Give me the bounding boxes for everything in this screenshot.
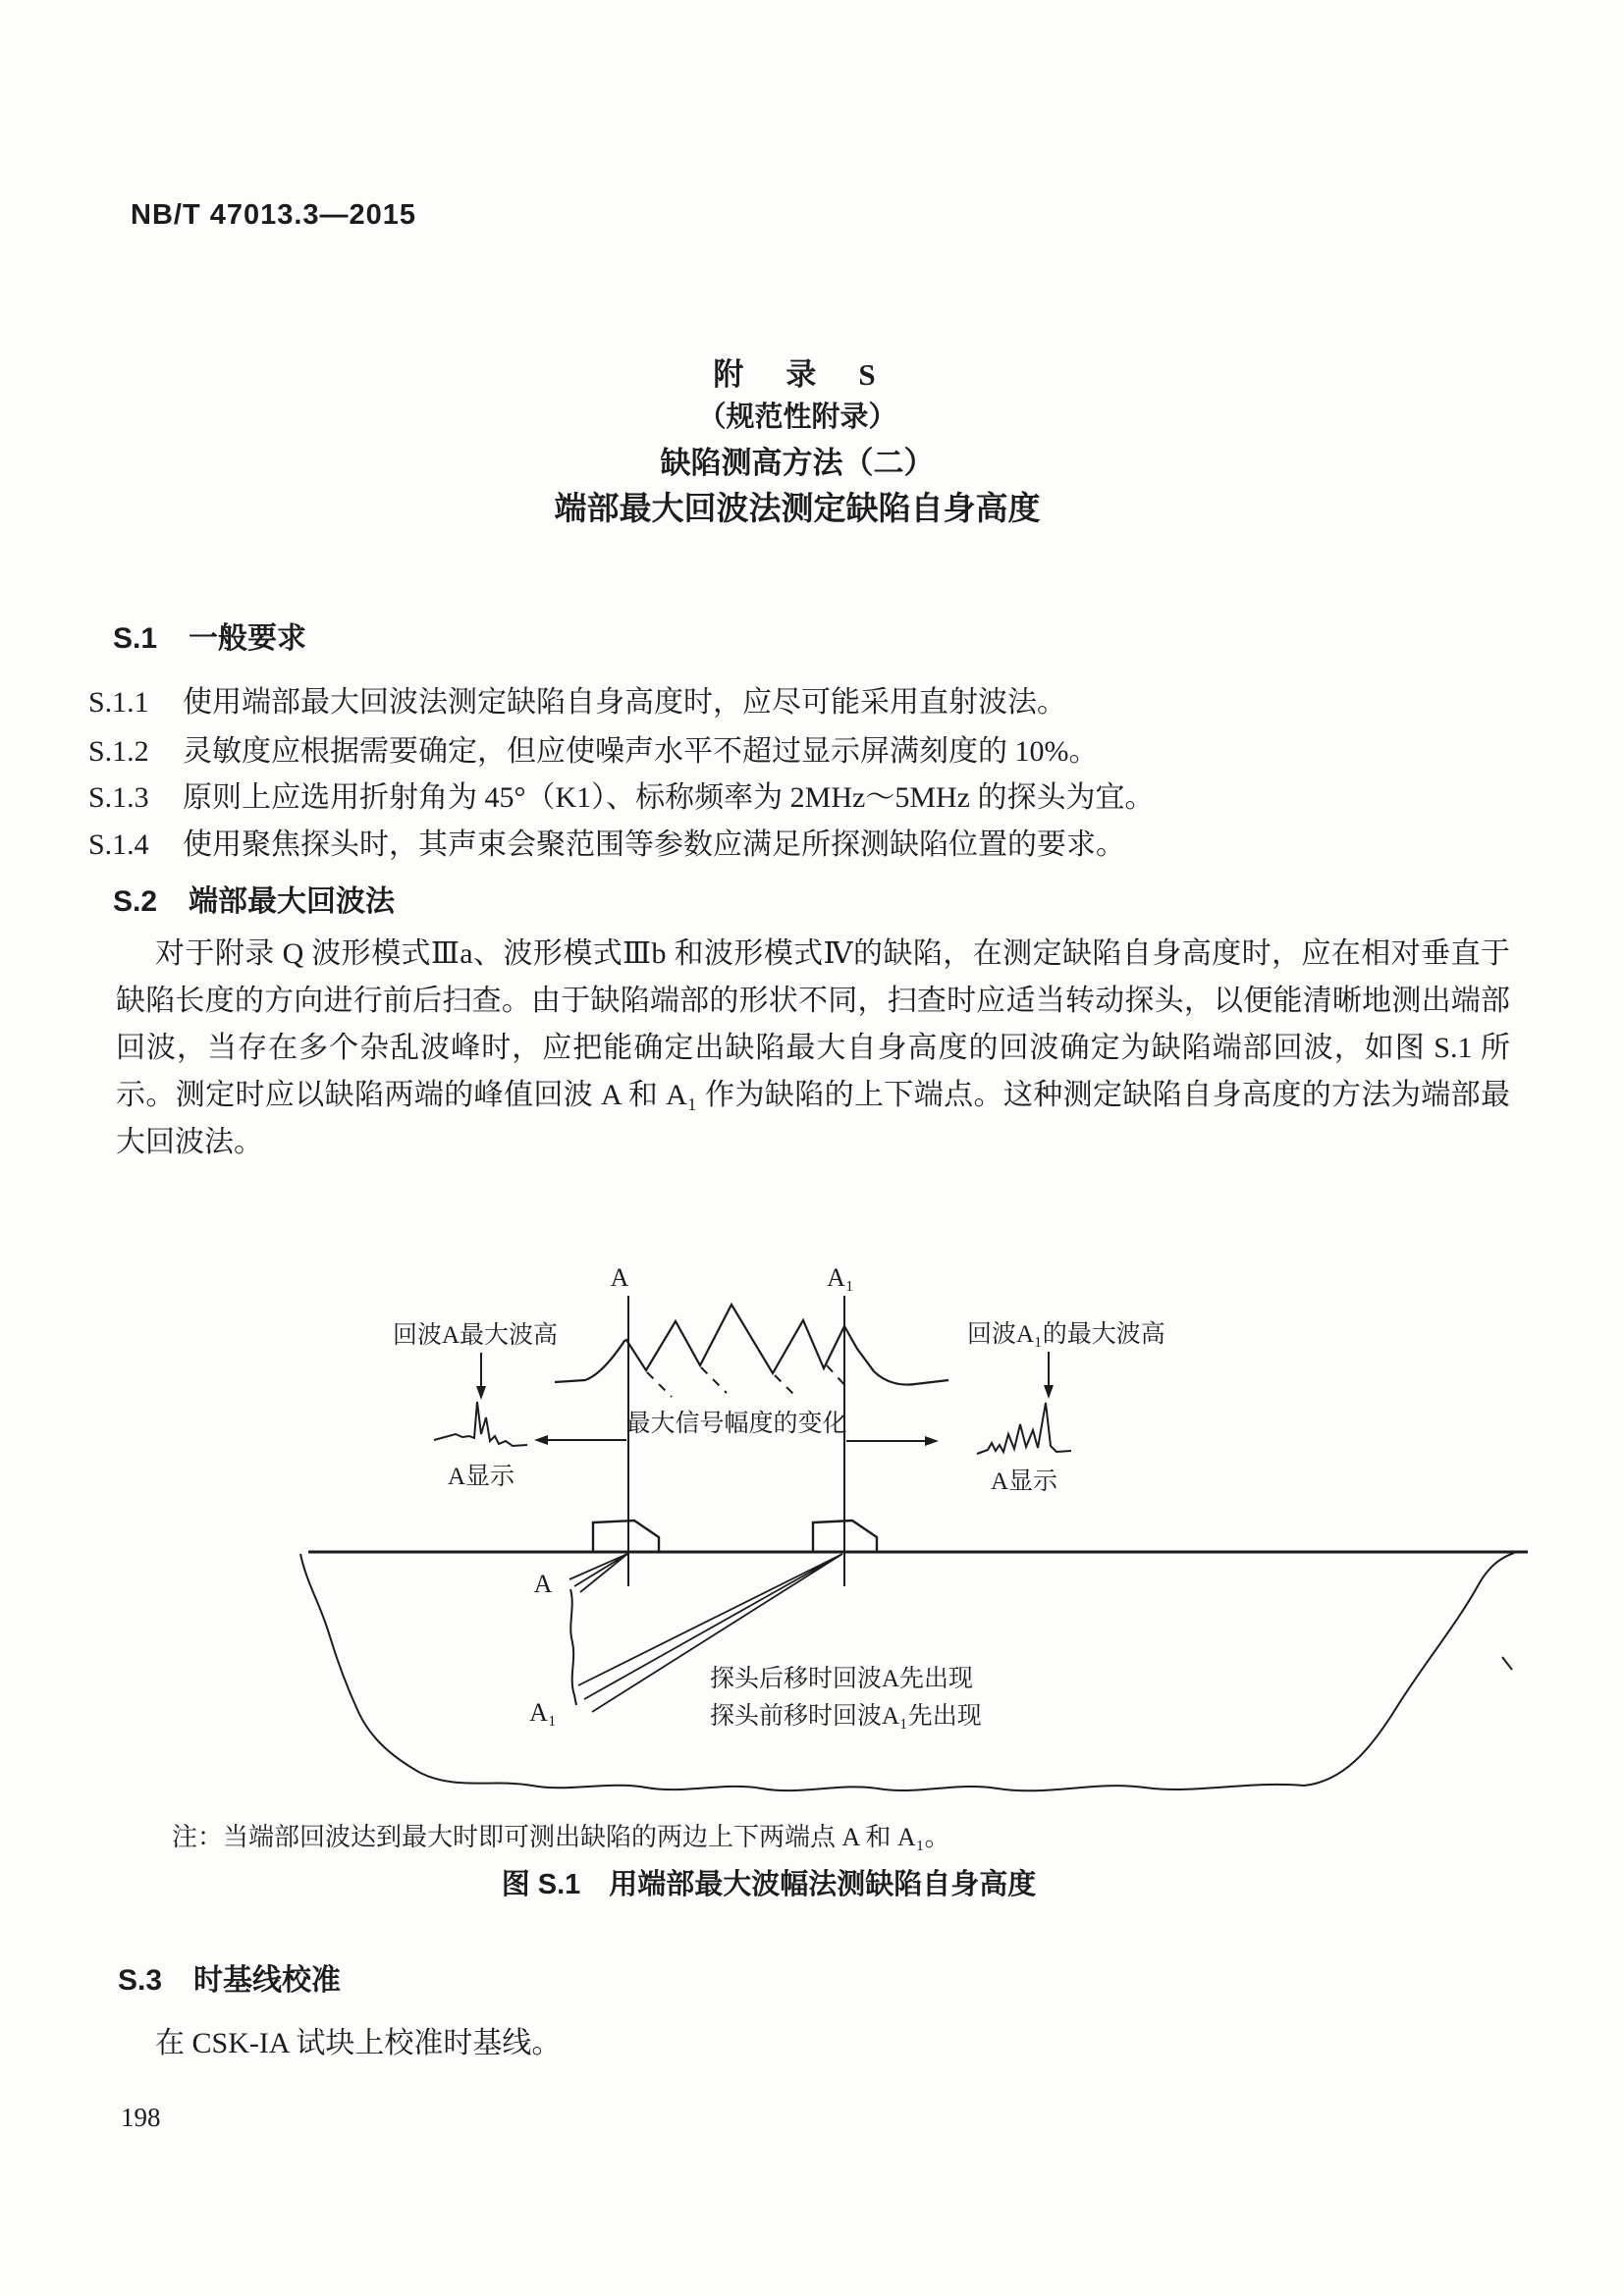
section-s2-number: S.2: [113, 885, 158, 918]
defect-line: [570, 1589, 576, 1705]
a-display-label-left: A显示: [447, 1464, 515, 1490]
defect-top-label: A: [533, 1570, 553, 1598]
down-arrow-right-head: [1044, 1385, 1054, 1399]
appendix-title: 附 录 S: [713, 357, 882, 392]
section-s3-number: S.3: [118, 1964, 163, 1997]
defect-bottom-label: A₁: [529, 1698, 557, 1727]
clause-s114: [88, 820, 1512, 863]
figure-s1-diagram: [245, 1247, 1542, 1806]
page-number: 198: [121, 2103, 161, 2132]
clause-s114-text: 使用聚焦探头时，其声束会聚范围等参数应满足所探测缺陷位置的要求。: [183, 828, 1125, 861]
max-signal-amplitude-label: 最大信号幅度的变化: [625, 1411, 847, 1437]
clause-s113: [88, 773, 1512, 816]
section-s1-heading: [113, 614, 306, 657]
clause-s112-text: 灵敏度应根据需要确定，但应使噪声水平不超过显示屏满刻度的 10%。: [183, 735, 1099, 768]
a-display-label-right: A显示: [990, 1468, 1058, 1495]
echo-a1-label: A₁: [827, 1263, 854, 1292]
arrow-left-head: [534, 1435, 548, 1445]
section-s3-title: 时基线校准: [193, 1964, 342, 1997]
a-scan-trace-right: [977, 1403, 1071, 1454]
standard-number: NB/T 47013.3—2015: [131, 199, 417, 231]
arrow-right-head: [925, 1436, 939, 1446]
clause-s112-number: S.1.2: [88, 735, 149, 768]
clause-s111-text: 使用端部最大回波法测定缺陷自身高度时，应尽可能采用直射波法。: [183, 686, 1066, 719]
clause-s114-number: S.1.4: [88, 828, 149, 861]
section-s3-heading: [118, 1955, 341, 1999]
beam-fan-left: [569, 1554, 627, 1592]
section-s2-heading: [113, 877, 395, 920]
a-scan-trace-left: [434, 1402, 527, 1446]
clause-s112: [88, 726, 1512, 770]
outline-tick-mark: [1502, 1657, 1512, 1670]
section-s2-title: 端部最大回波法: [189, 885, 396, 918]
section-s3-paragraph: 在 CSK-IA 试块上校准时基线。: [155, 2027, 562, 2059]
method-title: 缺陷测高方法（二）: [660, 446, 935, 480]
probe-left: [593, 1521, 659, 1552]
figure-note: 注：当端部回波达到最大时即可测出缺陷的两边上下两端点 A 和 A₁。: [172, 1823, 950, 1851]
signal-envelope-dashed-tails: [647, 1365, 848, 1399]
clause-s111-number: S.1.1: [88, 686, 149, 719]
clause-s111: [88, 677, 1512, 721]
clause-s113-text: 原则上应选用折射角为 45°（K1）、标称频率为 2MHz～5MHz 的探头为宜。: [183, 781, 1155, 814]
echo-a1-max-annotation: 回波A₁的最大波高: [967, 1321, 1165, 1348]
beam-note-line2: 探头前移时回波A₁先出现: [710, 1703, 982, 1730]
echo-a-max-annotation: 回波A最大波高: [393, 1322, 559, 1349]
down-arrow-left-head: [476, 1386, 486, 1400]
appendix-subtitle: （规范性附录）: [697, 401, 897, 433]
section-s1-number: S.1: [113, 622, 158, 655]
beam-note-line1: 探头后移时回波A先出现: [710, 1666, 974, 1692]
section-s2-paragraph: 对于附录 Q 波形模式Ⅲa、波形模式Ⅲb 和波形模式Ⅳ的缺陷，在测定缺陷自身高度时，应在相对垂直于缺陷长度的方向进行前后扫查。由于缺陷端部的形状不同，扫查时应适当转动探头，以便能清晰地测出端部回波，当存在多个杂乱波峰时，应把能确定出缺陷最大自身高度的回波确定为缺陷端部回波，如图 S.1 所示。测定时应以缺陷两端的峰值回波 A 和 A₁ 作为缺陷的上下端点。这种测定缺陷自身高度的方法为端部最大回波法。: [116, 937, 1510, 1158]
signal-envelope: [555, 1305, 948, 1385]
section-s1-title: 一般要求: [189, 622, 307, 655]
figure-caption: 图 S.1 用端部最大波幅法测缺陷自身高度: [501, 1869, 1037, 1900]
method-subtitle: 端部最大回波法测定缺陷自身高度: [554, 492, 1041, 527]
echo-a-label: A: [610, 1263, 629, 1292]
clause-s113-number: S.1.3: [88, 781, 149, 814]
